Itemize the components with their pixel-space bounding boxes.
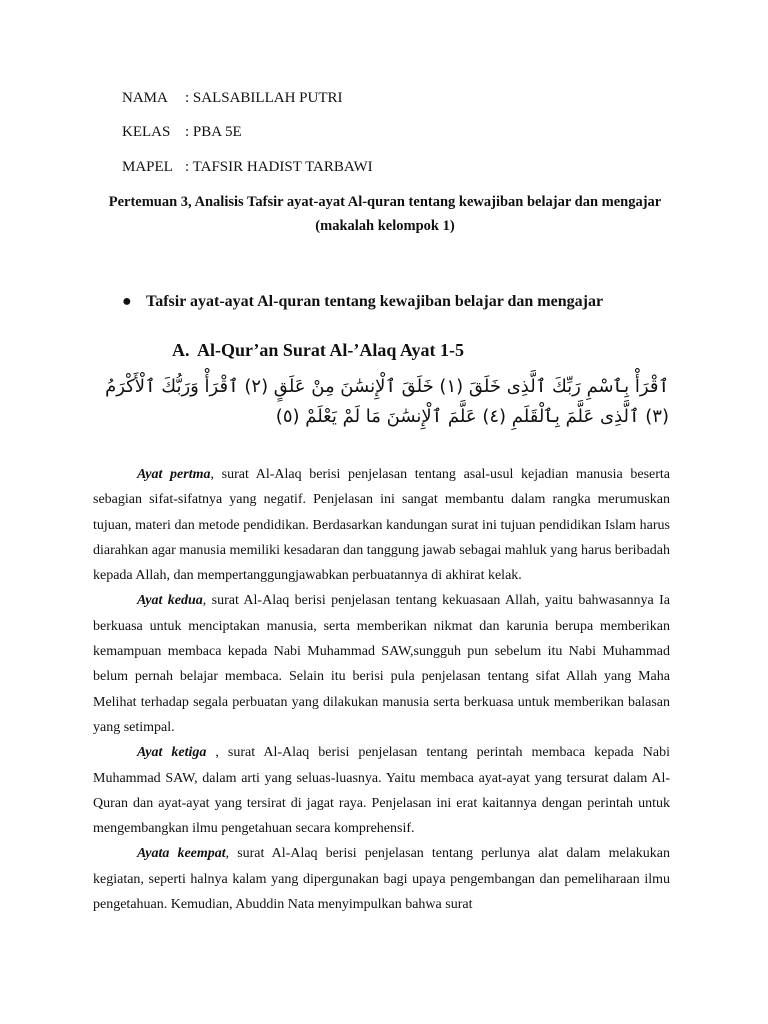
paragraph-text: , surat Al-Alaq berisi penjelasan tentang perlunya alat dalam melakukan kegiatan, seperti halnya kalam yang dipergunakan bagi upaya pengembangan dan pemeliharaan ilmu pengetahuan. Kemudian, Abuddin Nata menyimpulkan bahwa surat [93,846,671,913]
paragraph [93,841,670,917]
name-value: : SALSABILLAH PUTRI [185,90,343,106]
subject-label: MAPEL [122,159,173,175]
section-letter: A. [172,340,190,360]
class-value: : PBA 5E [185,124,242,140]
body-text [93,462,670,917]
bullet-heading-text: Tafsir ayat-ayat Al-quran tentang kewajiban belajar dan mengajar [146,293,604,310]
paragraph-lead: Ayat ketiga [137,745,207,761]
student-name-row [122,88,343,108]
name-label: NAMA [122,90,168,106]
paragraph [93,462,670,588]
section-heading [172,340,464,361]
bullet-icon: ● [122,293,132,310]
subject-row [122,157,373,177]
class-row [122,122,242,142]
arabic-verses: ٱقْرَأْ بِٱسْمِ رَبِّكَ ٱلَّذِى خَلَقَ (١) خَلَقَ ٱلْإِنسَٰنَ مِنْ عَلَقٍ (٢) ٱقْرَأْ وَرَبُّكَ ٱلْأَكْرَمُ (٣) ٱلَّذِى عَلَّمَ بِٱلْقَلَمِ (٤) عَلَّمَ ٱلْإِنسَٰنَ مَا لَمْ يَعْلَمْ (٥) [105,376,669,427]
paragraph-lead: Ayat pertma [137,467,211,482]
paragraph [93,740,670,841]
class-label: KELAS [122,124,171,140]
paragraph-lead: Ayata keempat [137,846,226,862]
section-title: Al-Qur’an Surat Al-’Alaq Ayat 1-5 [197,340,464,360]
paragraph [93,588,670,740]
bullet-heading [122,293,603,311]
paragraph-lead: Ayat kedua [137,593,203,609]
paragraph-text: , surat Al-Alaq berisi penjelasan tentang kekuasaan Allah, yaitu bahwasannya Ia berkuasa untuk menciptakan manusia, serta memberikan nikmat dan karunia berupa memberikan kemampuan membaca kepada Nabi Muhammad SAW,sungguh pun sebelum itu Nabi Muhammad belum pernah belajar membaca. Selain itu berisi pula penjelasan tentang sifat Allah yang Maha Melihat terhadap segala perbuatan yang dilakukan manusia serta berkuasa untuk memberikan balasan yang setimpal. [93,593,670,735]
meeting-title: Pertemuan 3, Analisis Tafsir ayat-ayat Al-quran tentang kewajiban belajar dan mengajar (makalah kelompok 1) [108,194,662,234]
subject-value: : TAFSIR HADIST TARBAWI [185,159,373,175]
paragraph-text: , surat Al-Alaq berisi penjelasan tentang asal-usul kejadian manusia beserta sebagian sifat-sifatnya yang negatif. Penjelasan ini sangat membantu dalam rangka merumuskan tujuan, materi dan metode pendidikan. Berdasarkan kandungan surat ini tujuan pendidikan Islam harus diarahkan agar manusia memiliki kesadaran dan tanggung jawab sebagai mahluk yang harus beribadah kepada Allah, dan mempertanggungjawabkan perbuatannya di akhirat kelak. [93,467,671,584]
paragraph-text: , surat Al-Alaq berisi penjelasan tentang perintah membaca kepada Nabi Muhammad SAW, dalam arti yang seluas-luasnya. Yaitu membaca ayat-ayat yang tersurat dalam Al-Quran dan ayat-ayat yang tersirat di jagat raya. Penjelasan ini erat kaitannya dengan perintah untuk mengembangkan ilmu pengetahuan secara komprehensif. [93,745,670,837]
